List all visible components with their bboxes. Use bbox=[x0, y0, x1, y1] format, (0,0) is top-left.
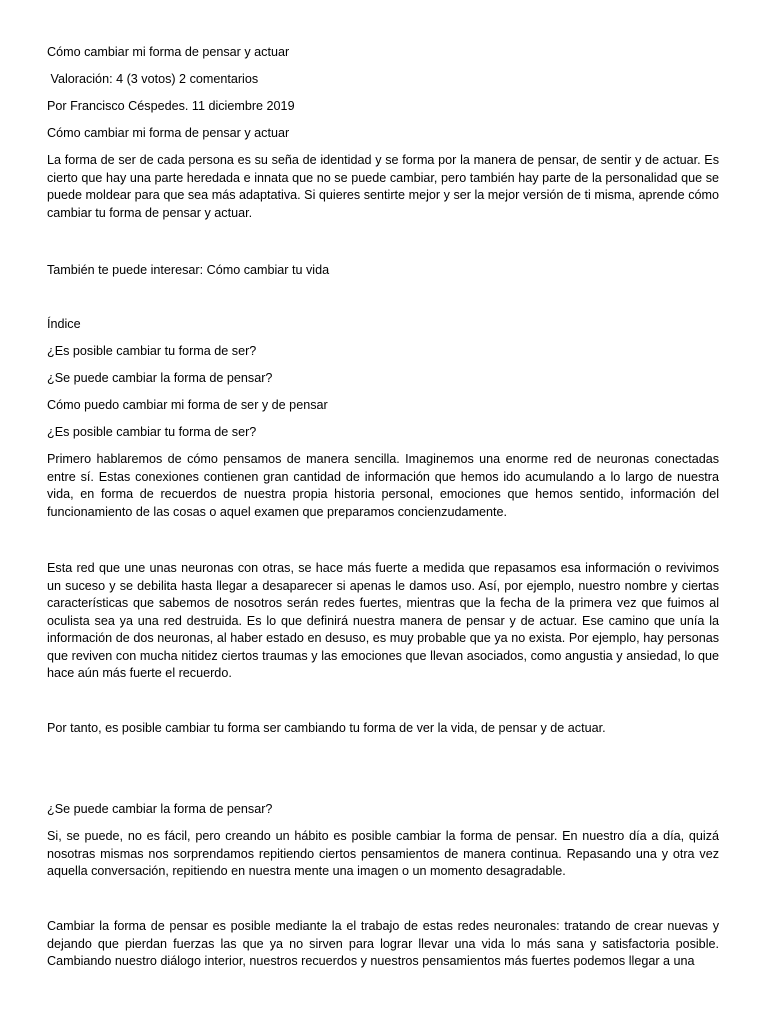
rating-line: Valoración: 4 (3 votos) 2 comentarios bbox=[47, 72, 259, 86]
index-item-3: Cómo puedo cambiar mi forma de ser y de pensar bbox=[47, 398, 328, 412]
subtitle: Cómo cambiar mi forma de pensar y actuar bbox=[47, 126, 290, 140]
section2-paragraph-1: Si, se puede, no es fácil, pero creando un hábito es posible cambiar la forma de pensar. En nuestro día a día, quizá nosotras mismas nos sorprendamos repitiendo ciertos pensamientos de manera continua. Repasando una y otra vez aquella conversación, repitiendo en nuestra mente una imagen o un momento desagradable. bbox=[47, 829, 719, 878]
index-heading: Índice bbox=[47, 317, 81, 331]
section1-paragraph-3: Por tanto, es posible cambiar tu forma ser cambiando tu forma de ver la vida, de pensar y de actuar. bbox=[47, 721, 606, 735]
document-title: Cómo cambiar mi forma de pensar y actuar bbox=[47, 45, 290, 59]
intro-paragraph: La forma de ser de cada persona es su seña de identidad y se forma por la manera de pensar, de sentir y de actuar. Es cierto que hay una parte heredada e innata que no se puede cambiar, pero también hay parte de la personalidad que se puede moldear para que sea más adaptativa. Si quieres sentirte mejor y ser la mejor versión de ti misma, aprende cómo cambiar tu forma de pensar y actuar. bbox=[47, 153, 719, 220]
also-interesting-line: También te puede interesar: Cómo cambiar tu vida bbox=[47, 263, 330, 277]
section2-heading: ¿Se puede cambiar la forma de pensar? bbox=[47, 802, 273, 816]
section1-paragraph-1: Primero hablaremos de cómo pensamos de manera sencilla. Imaginemos una enorme red de neuronas conectadas entre sí. Estas conexiones contienen gran cantidad de información que hemos ido acumulando a lo largo de nuestra vida, en forma de recuerdos de nuestra propia historia personal, emociones que hemos sentido, información del funcionamiento de las cosas o aquel examen que preparamos concienzudamente. bbox=[47, 452, 719, 519]
section2-paragraph-2: Cambiar la forma de pensar es posible mediante la el trabajo de estas redes neuronales: tratando de crear nuevas y dejando que pierdan fuerzas las que ya no sirven para lograr llevar una vida lo más sana y satisfactoria posible. Cambiando nuestro diálogo interior, nuestros recuerdos y nuestros pensamientos más fuertes podemos llegar a una bbox=[47, 919, 719, 968]
byline: Por Francisco Céspedes. 11 diciembre 2019 bbox=[47, 99, 295, 113]
index-item-1: ¿Es posible cambiar tu forma de ser? bbox=[47, 344, 257, 358]
index-item-2: ¿Se puede cambiar la forma de pensar? bbox=[47, 371, 273, 385]
section1-paragraph-2: Esta red que une unas neuronas con otras, se hace más fuerte a medida que repasamos esa información o revivimos un suceso y se debilita hasta llegar a desaparecer si apenas le damos uso. Así, por ejemplo, nuestro nombre y ciertas características que sabemos de nosotros serán redes fuertes, mientras que la fecha de la primera vez que fuimos al oculista sea ya una red destruida. Es lo que definirá nuestra manera de pensar y de actuar. Ese camino que unía la información de dos neuronas, al haber estado en desuso, es muy probable que ya no exista. Por ejemplo, hay personas que reviven con mucha nitidez ciertos traumas y las emociones que llevan asociados, como angustia y ansiedad, lo que hace aún más fuerte el recuerdo. bbox=[47, 561, 719, 680]
section1-heading: ¿Es posible cambiar tu forma de ser? bbox=[47, 425, 257, 439]
